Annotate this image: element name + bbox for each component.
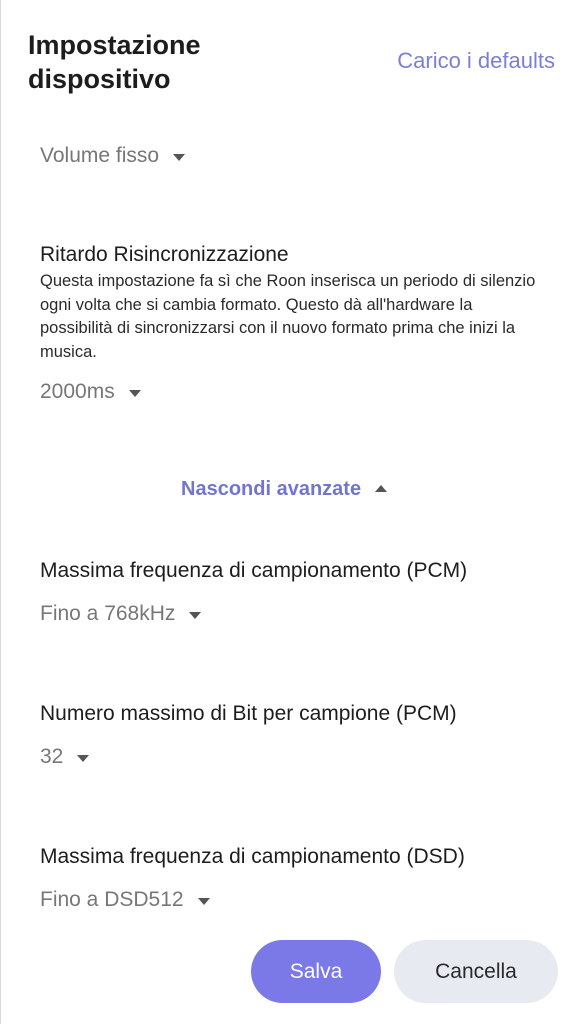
max-pcm-rate-label: Massima frequenza di campionamento (PCM) [40,559,468,582]
caret-down-icon [173,154,185,161]
max-pcm-rate-value: Fino a 768kHz [40,602,176,625]
caret-down-icon [189,612,201,619]
hide-advanced-toggle[interactable] [181,478,387,501]
resync-delay-value: 2000ms [40,380,115,403]
resync-delay-dropdown[interactable] [40,380,141,404]
volume-dropdown[interactable] [40,144,185,168]
max-pcm-bits-dropdown[interactable] [40,745,89,769]
max-dsd-rate-label: Massima frequenza di campionamento (DSD) [40,845,465,868]
cancel-button[interactable]: Cancella [394,940,558,1003]
max-dsd-rate-dropdown[interactable] [40,888,210,912]
resync-delay-description: Questa impostazione fa sì che Roon inserisca un periodo di silenzio ogni volta che si cambia formato. Questo dà all'hardware la possibilità di sincronizzarsi con il nuovo formato prima che inizi la musica. [40,272,536,361]
hide-advanced-label: Nascondi avanzate [181,478,362,500]
caret-down-icon [129,390,141,397]
caret-up-icon [375,485,387,492]
caret-down-icon [198,898,210,905]
page-title: Impostazione dispositivo [28,30,201,94]
max-dsd-rate-value: Fino a DSD512 [40,888,184,911]
save-button[interactable]: Salva [251,940,381,1003]
resync-delay-label: Ritardo Risincronizzazione [40,243,289,266]
max-pcm-bits-value: 32 [40,745,64,768]
volume-dropdown-value: Volume fisso [40,144,160,167]
caret-down-icon [77,755,89,762]
max-pcm-bits-label: Numero massimo di Bit per campione (PCM) [40,702,457,725]
max-pcm-rate-dropdown[interactable] [40,602,201,626]
load-defaults-link[interactable]: Carico i defaults [397,48,555,73]
